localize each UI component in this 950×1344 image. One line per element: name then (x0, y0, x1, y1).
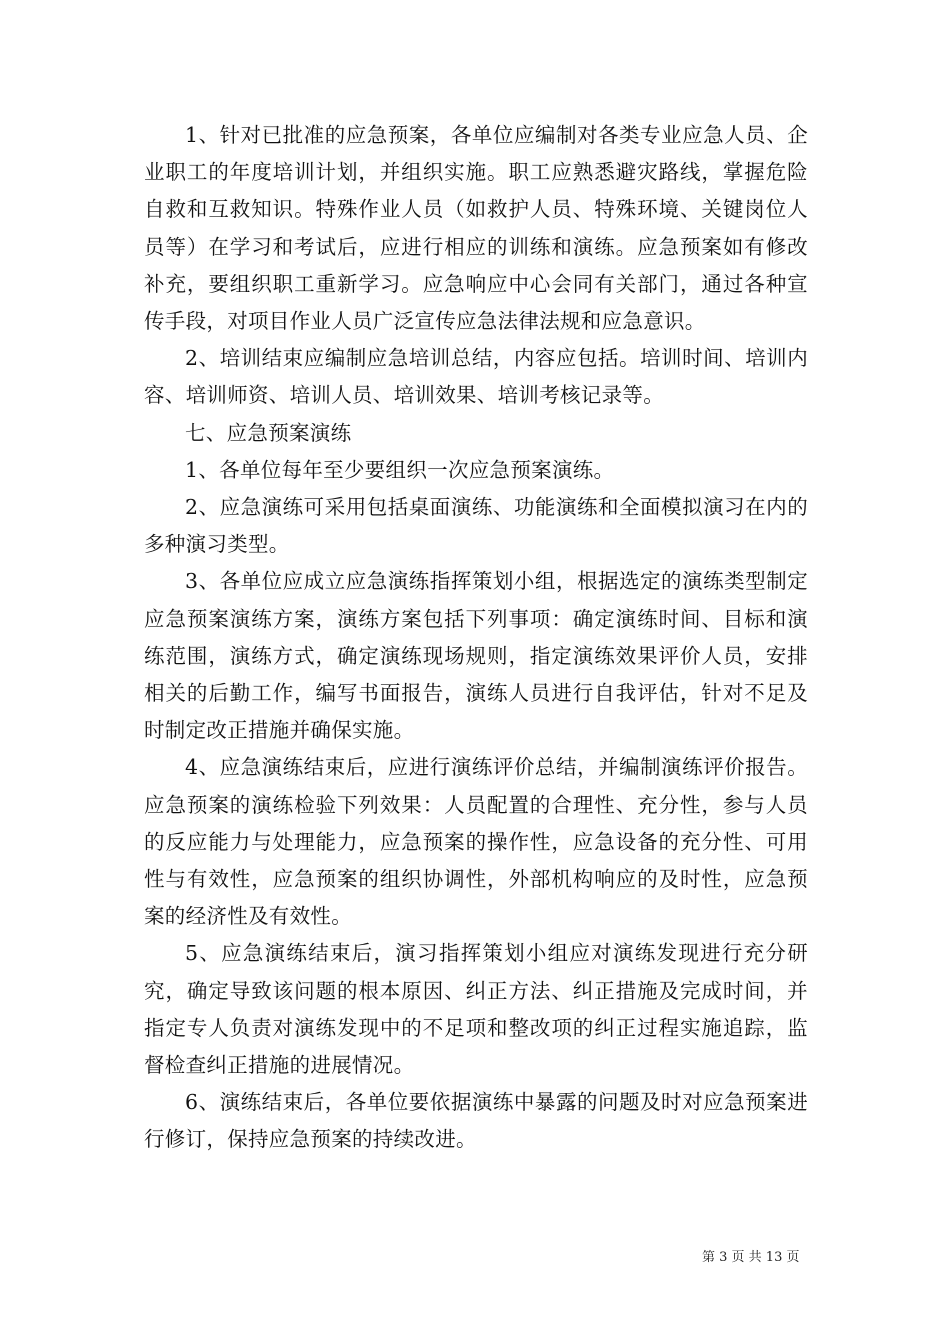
paragraph-drill-followup: 5、应急演练结束后，演习指挥策划小组应对演练发现进行充分研究，确定导致该问题的根本原因、纠正方法、纠正措施及完成时间，并指定专人负责对演练发现中的不足项和整改项的纠正过程实施追踪，监督检查纠正措施的进展情况。 (144, 941, 808, 1078)
paragraph-training-summary: 2、培训结束应编制应急培训总结，内容应包括。培训时间、培训内容、培训师资、培训人员、培训效果、培训考核记录等。 (144, 346, 808, 408)
paragraph-drill-types: 2、应急演练可采用包括桌面演练、功能演练和全面模拟演习在内的多种演习类型。 (144, 495, 808, 557)
section-heading-drill: 七、应急预案演练 (185, 420, 352, 445)
paragraph-drill-evaluation: 4、应急演练结束后，应进行演练评价总结，并编制演练评价报告。应急预案的演练检验下列效果：人员配置的合理性、充分性，参与人员的反应能力与处理能力，应急预案的操作性，应急设备的充分性、可用性与有效性，应急预案的组织协调性，外部机构响应的及时性，应急预案的经济性及有效性。 (144, 755, 808, 929)
document-body (144, 117, 808, 1159)
paragraph-drill-frequency: 1、各单位每年至少要组织一次应急预案演练。 (185, 457, 615, 482)
paragraph-plan-revision: 6、演练结束后，各单位要依据演练中暴露的问题及时对应急预案进行修订，保持应急预案的持续改进。 (144, 1090, 808, 1152)
paragraph-training-plan: 1、针对已批准的应急预案，各单位应编制对各类专业应急人员、企业职工的年度培训计划，并组织实施。职工应熟悉避灾路线，掌握危险自救和互救知识。特殊作业人员（如救护人员、特殊环境、关键岗位人员等）在学习和考试后，应进行相应的训练和演练。应急预案如有修改补充，要组织职工重新学习。应急响应中心会同有关部门，通过各种宣传手段，对项目作业人员广泛宣传应急法律法规和应急意识。 (144, 123, 808, 334)
paragraph-drill-plan: 3、各单位应成立应急演练指挥策划小组，根据选定的演练类型制定应急预案演练方案，演练方案包括下列事项：确定演练时间、目标和演练范围，演练方式，确定演练现场规则，指定演练效果评价人员，安排相关的后勤工作，编写书面报告，演练人员进行自我评估，针对不足及时制定改正措施并确保实施。 (144, 569, 808, 743)
page-number-footer: 第 3 页 共 13 页 (702, 1250, 800, 1265)
